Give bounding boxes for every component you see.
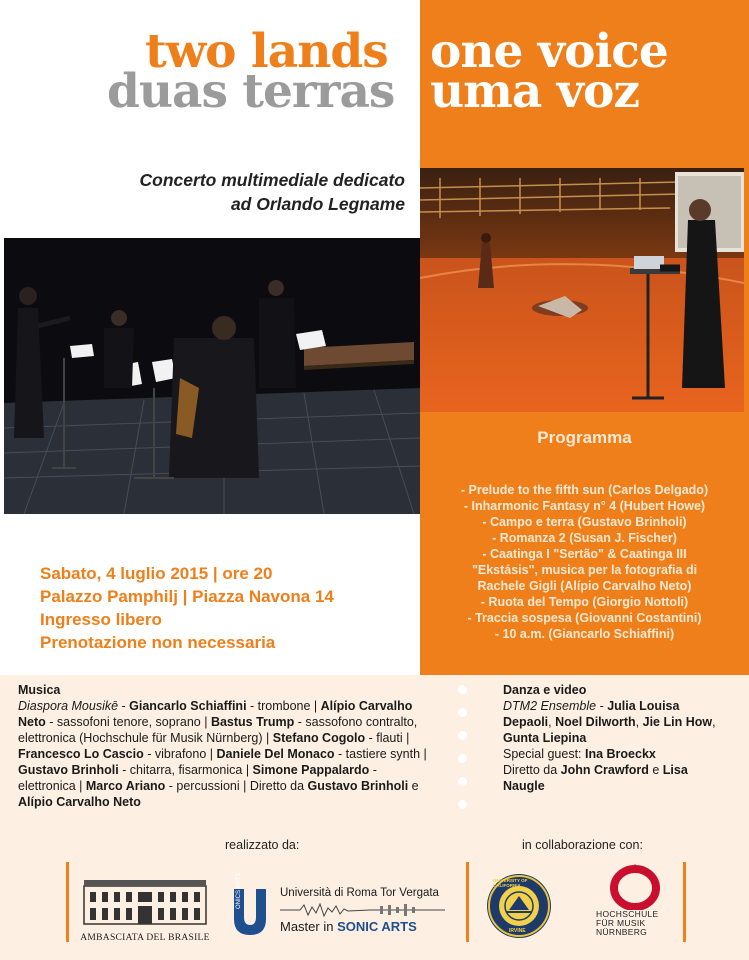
program-item: - 10 a.m. (Giancarlo Schiaffini) (494, 627, 675, 641)
musician-role: - vibrafono | (143, 747, 217, 761)
embassy-name: AMBASCIATA DEL BRASILE (80, 933, 210, 943)
program-item: - Ruota del Tempo (Giorgio Nottoli) (480, 595, 689, 609)
musician-name: Bastus Trump (210, 715, 295, 729)
event-info (40, 562, 410, 654)
title-one-voice: one voice (430, 24, 668, 79)
master-label (280, 919, 417, 934)
uc-seal-bottom-text: IRVINE (509, 928, 526, 934)
event-venue: Palazzo Pamphilj | Piazza Navona 14 (40, 587, 334, 606)
bullet-dot (458, 685, 467, 694)
danza-guest-line (503, 746, 723, 762)
musician-role: - sassofoni tenore, soprano | (45, 715, 211, 729)
collaboration-label: in collaborazione con: (522, 838, 643, 852)
dance-photo-drawing (420, 168, 744, 412)
musica-and: e (408, 779, 419, 793)
bullet-dot (458, 708, 467, 717)
danza-heading: Danza e video (503, 683, 587, 697)
danza-comma: , (635, 715, 643, 729)
uc-seal-logo (485, 872, 553, 940)
musician-role: - sassofono contralto, elettronica (Hochschule für Musik Nürnberg) | (18, 715, 418, 745)
hochschule-name (596, 910, 676, 937)
concert-subtitle (40, 168, 405, 216)
guest-name: Ina Broeckx (585, 747, 656, 761)
dancer-name: Jie Lin How (642, 715, 713, 729)
program-item: - Romanza 2 (Susan J. Fischer) (492, 531, 677, 545)
musica-section (18, 682, 438, 810)
danza-director-line (503, 762, 723, 794)
musician-name: Stefano Cogolo (272, 731, 366, 745)
orchestra-photo-drawing (4, 238, 420, 514)
dancer-name: Gunta Liepina (503, 731, 587, 745)
logo-separator (683, 862, 686, 942)
danza-section (503, 682, 723, 794)
director-name: Gustavo Brinholi (307, 779, 409, 793)
event-date: Sabato, 4 luglio 2015 | ore 20 (40, 564, 273, 583)
hochschule-line-2: FÜR MUSIK (596, 918, 646, 928)
title-duas-terras: duas terras (107, 64, 395, 119)
sound-wave-icon (280, 903, 445, 917)
hochschule-o-icon (610, 864, 660, 910)
program-item: Rachele Gigli (Alípio Carvalho Neto) (477, 579, 692, 593)
program-list (420, 482, 749, 642)
event-booking: Prenotazione non necessaria (40, 633, 276, 652)
sonic-arts-logo (230, 872, 445, 945)
musician-name: Gustavo Brinholi (18, 763, 119, 777)
musician-role: - trombone | (246, 699, 321, 713)
musician-name: Daniele Del Monaco (216, 747, 335, 761)
made-by-label: realizzato da: (225, 838, 300, 852)
bullet-dot (458, 777, 467, 786)
hochschule-logo (596, 864, 676, 944)
musician-role: - tastiere synth | (334, 747, 427, 761)
danza-ensemble: DTM2 Ensemble (503, 699, 597, 713)
musica-text (18, 698, 438, 810)
program-heading: Programma (537, 428, 632, 447)
danza-ensemble-line (503, 698, 723, 746)
guest-label: Special guest: (503, 747, 585, 761)
title-two-lands: two lands (145, 24, 388, 79)
program-item: - Prelude to the fifth sun (Carlos Delgado) (460, 483, 709, 497)
program-item: - Inharmonic Fantasy n° 4 (Hubert Howe) (463, 499, 706, 513)
uc-seal-top-text: UNIVERSITY OF CALIFORNIA (493, 878, 528, 888)
logo-separator (66, 862, 69, 942)
musician-name: Francesco Lo Cascio (18, 747, 144, 761)
dancer-name: Julia Louisa Depaoli (503, 699, 680, 729)
danza-comma: , (712, 715, 716, 729)
danza-and: e (648, 763, 663, 777)
subtitle-line-1: Concerto multimediale dedicato (139, 170, 405, 190)
program-item: - Traccia sospesa (Giovanni Costantini) (467, 611, 702, 625)
dancer-name: Noel Dilworth (555, 715, 636, 729)
bullet-dot (458, 731, 467, 740)
embassy-logo (80, 876, 210, 944)
dance-performance-photo (420, 168, 744, 412)
logo-separator (466, 862, 469, 942)
musica-ensemble: Diaspora Mousikē (18, 699, 119, 713)
musica-heading: Musica (18, 683, 61, 697)
bullet-dot (458, 800, 467, 809)
musician-name: Alípio Carvalho Neto (18, 699, 413, 729)
danza-sep: - (596, 699, 608, 713)
musician-name: Marco Ariano (85, 779, 166, 793)
musician-role: - chitarra, fisarmonica | (118, 763, 253, 777)
director-name: John Crawford (560, 763, 649, 777)
musician-role: - percussioni | Diretto da (165, 779, 308, 793)
hochschule-line-3: NÜRNBERG (596, 927, 648, 937)
program-item: "Ekstásis", musica per la fotografia di (471, 563, 698, 577)
musician-role: - flauti | (365, 731, 410, 745)
musica-sep: - (118, 699, 130, 713)
director-label: Diretto da (503, 763, 561, 777)
bullet-dot (458, 754, 467, 763)
university-name: Università di Roma Tor Vergata (280, 887, 439, 899)
musician-name: Simone Pappalardo (252, 763, 370, 777)
musician-role: - elettronica | (18, 763, 377, 793)
embassy-building-icon (80, 876, 210, 928)
director-name: Alípio Carvalho Neto (18, 795, 141, 809)
subtitle-line-2: ad Orlando Legname (230, 194, 405, 214)
musician-name: Giancarlo Schiaffini (129, 699, 247, 713)
hochschule-line-1: HOCHSCHULE (596, 909, 659, 919)
orchestra-photo (4, 238, 420, 514)
event-entry: Ingresso libero (40, 610, 162, 629)
program-item: - Caatinga I "Sertão" & Caatinga III (482, 547, 687, 561)
master-prefix: Master in (280, 919, 338, 934)
program-item: - Campo e terra (Gustavo Brinholi) (482, 515, 687, 529)
msa-vertical-text: ONICS ARTS (236, 872, 242, 909)
master-program: SONIC ARTS (337, 919, 417, 934)
director-name: Lisa Naugle (503, 763, 688, 793)
danza-comma: , (548, 715, 556, 729)
title-uma-voz: uma voz (430, 64, 640, 119)
